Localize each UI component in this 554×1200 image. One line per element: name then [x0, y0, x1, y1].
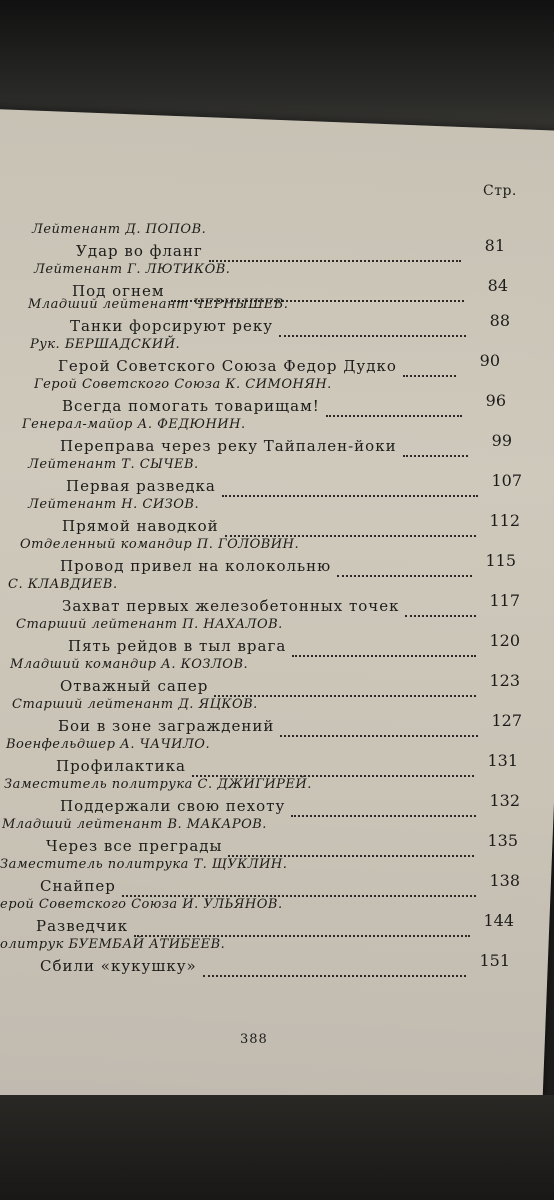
- toc-page-number: 151: [479, 951, 510, 970]
- toc-page-number: 99: [491, 431, 512, 450]
- toc-page-number: 132: [489, 791, 520, 810]
- toc-entry: [0, 222, 554, 266]
- toc-entry: [0, 537, 554, 581]
- toc-page-number: 120: [489, 631, 520, 650]
- toc-leader-dots: [403, 357, 456, 377]
- toc-title: Первая разведка: [66, 477, 216, 495]
- toc-title: Поддержали свою пехоту: [60, 797, 286, 815]
- toc-page-number: 138: [489, 871, 520, 890]
- toc-leader-dots: [228, 837, 474, 857]
- toc-leader-dots: [122, 877, 476, 897]
- toc-leader-dots: [337, 557, 472, 577]
- background-bottom: [0, 1095, 554, 1200]
- toc-title: Сбили «кукушку»: [40, 957, 197, 975]
- toc-page-number: 88: [489, 311, 510, 330]
- toc-entry: [0, 377, 554, 421]
- page-column-label: Стр.: [483, 183, 517, 199]
- toc-leader-dots: [225, 517, 476, 537]
- toc-leader-dots: [292, 637, 476, 657]
- toc-title: Бои в зоне заграждений: [58, 717, 275, 735]
- toc-author: Лейтенант Н. СИЗОВ.: [28, 497, 200, 512]
- toc-page-number: 117: [489, 591, 520, 610]
- toc-entry: [0, 577, 554, 621]
- toc-title: Провод привел на колокольню: [60, 557, 332, 575]
- toc-page-number: 81: [484, 236, 505, 255]
- toc-leader-dots: [214, 677, 476, 697]
- toc-leader-dots: [403, 437, 468, 457]
- toc-leader-dots: [192, 757, 474, 777]
- toc-leader-dots: [279, 317, 466, 337]
- toc-title: Переправа через реку Тайпален-йоки: [60, 437, 397, 455]
- toc-entry: [0, 777, 554, 821]
- toc-leader-dots: [326, 397, 462, 417]
- toc-title: Всегда помогать товарищам!: [62, 397, 320, 415]
- toc-entry: [0, 657, 554, 701]
- toc-author: Рук. БЕРШАДСКИЙ.: [30, 337, 181, 352]
- toc-title: Прямой наводкой: [62, 517, 219, 535]
- toc-entry: [0, 497, 554, 541]
- toc-entry: [0, 737, 554, 781]
- toc-author: Генерал-майор А. ФЕДЮНИН.: [22, 417, 246, 432]
- toc-title: Профилактика: [56, 757, 186, 775]
- toc-author: С. КЛАВДИЕВ.: [8, 577, 118, 592]
- toc-entry: [0, 417, 554, 461]
- toc-leader-dots: [203, 957, 466, 977]
- toc-title: Разведчик: [36, 917, 129, 935]
- toc-author: Младший командир А. КОЗЛОВ.: [10, 657, 249, 672]
- toc-title: Танки форсируют реку: [70, 317, 274, 335]
- toc-entry: [0, 857, 554, 901]
- toc-title: Отважный сапер: [60, 677, 209, 695]
- toc-page-number: 131: [487, 751, 518, 770]
- toc-author: Младший лейтенант В. МАКАРОВ.: [2, 817, 267, 832]
- toc-author: Заместитель политрука С. ДЖИГИРЕЙ.: [4, 777, 312, 792]
- toc-author: Герой Советского Союза К. СИМОНЯН.: [34, 377, 332, 392]
- toc-entry: [0, 457, 554, 501]
- toc-entry: [0, 337, 554, 381]
- toc-page-number: 127: [491, 711, 522, 730]
- toc-page-number: 144: [483, 911, 514, 930]
- toc-leader-dots: [209, 242, 461, 262]
- toc-entry: [0, 817, 554, 861]
- toc-author: Лейтенант Д. ПОПОВ.: [32, 222, 207, 237]
- toc-author: Отделенный командир П. ГОЛОВИН.: [20, 537, 300, 552]
- toc-entry: [0, 617, 554, 661]
- toc-author: Лейтенант Т. СЫЧЕВ.: [28, 457, 199, 472]
- toc-title: Захват первых железобетонных точек: [62, 597, 400, 615]
- toc-title: Герой Советского Союза Федор Дудко: [58, 357, 397, 375]
- toc-author: олитрук БУЕМБАЙ АТИБЕЕВ.: [0, 937, 226, 952]
- toc-page-number: 135: [487, 831, 518, 850]
- toc-leader-dots: [222, 477, 478, 497]
- page-number-footer: 388: [240, 1032, 268, 1047]
- toc-author: Заместитель политрука Т. ЩУКЛИН.: [0, 857, 288, 872]
- toc-entry: [0, 897, 554, 941]
- toc-entry: [0, 937, 554, 981]
- toc-author: Младший лейтенант ЧЕРНЫШЕВ.: [28, 297, 289, 312]
- toc-author: Лейтенант Г. ЛЮТИКОВ.: [34, 262, 231, 277]
- toc-page-number: 84: [487, 276, 508, 295]
- toc-leader-dots: [134, 917, 470, 937]
- toc-leader-dots: [291, 797, 476, 817]
- toc-title: Пять рейдов в тыл врага: [68, 637, 287, 655]
- toc-page-number: 115: [485, 551, 516, 570]
- toc-author: ерой Советского Союза И. УЛЬЯНОВ.: [0, 897, 283, 912]
- toc-leader-dots: [280, 717, 478, 737]
- toc-entry: [0, 297, 554, 341]
- toc-entry: [0, 697, 554, 741]
- toc-author: Старший лейтенант Д. ЯЦКОВ.: [12, 697, 258, 712]
- toc-title: Снайпер: [40, 877, 116, 895]
- toc-page-number: 112: [489, 511, 520, 530]
- toc-page-number: 107: [491, 471, 522, 490]
- toc-title: Под огнем: [72, 282, 165, 300]
- toc-page-number: 96: [485, 391, 506, 410]
- toc-author: Военфельдшер А. ЧАЧИЛО.: [6, 737, 211, 752]
- toc-leader-dots: [405, 597, 476, 617]
- toc-title: Удар во фланг: [76, 242, 203, 260]
- toc-page-number: 123: [489, 671, 520, 690]
- toc-author: Старший лейтенант П. НАХАЛОВ.: [16, 617, 283, 632]
- toc-page-number: 90: [479, 351, 500, 370]
- toc-title: Через все преграды: [46, 837, 223, 855]
